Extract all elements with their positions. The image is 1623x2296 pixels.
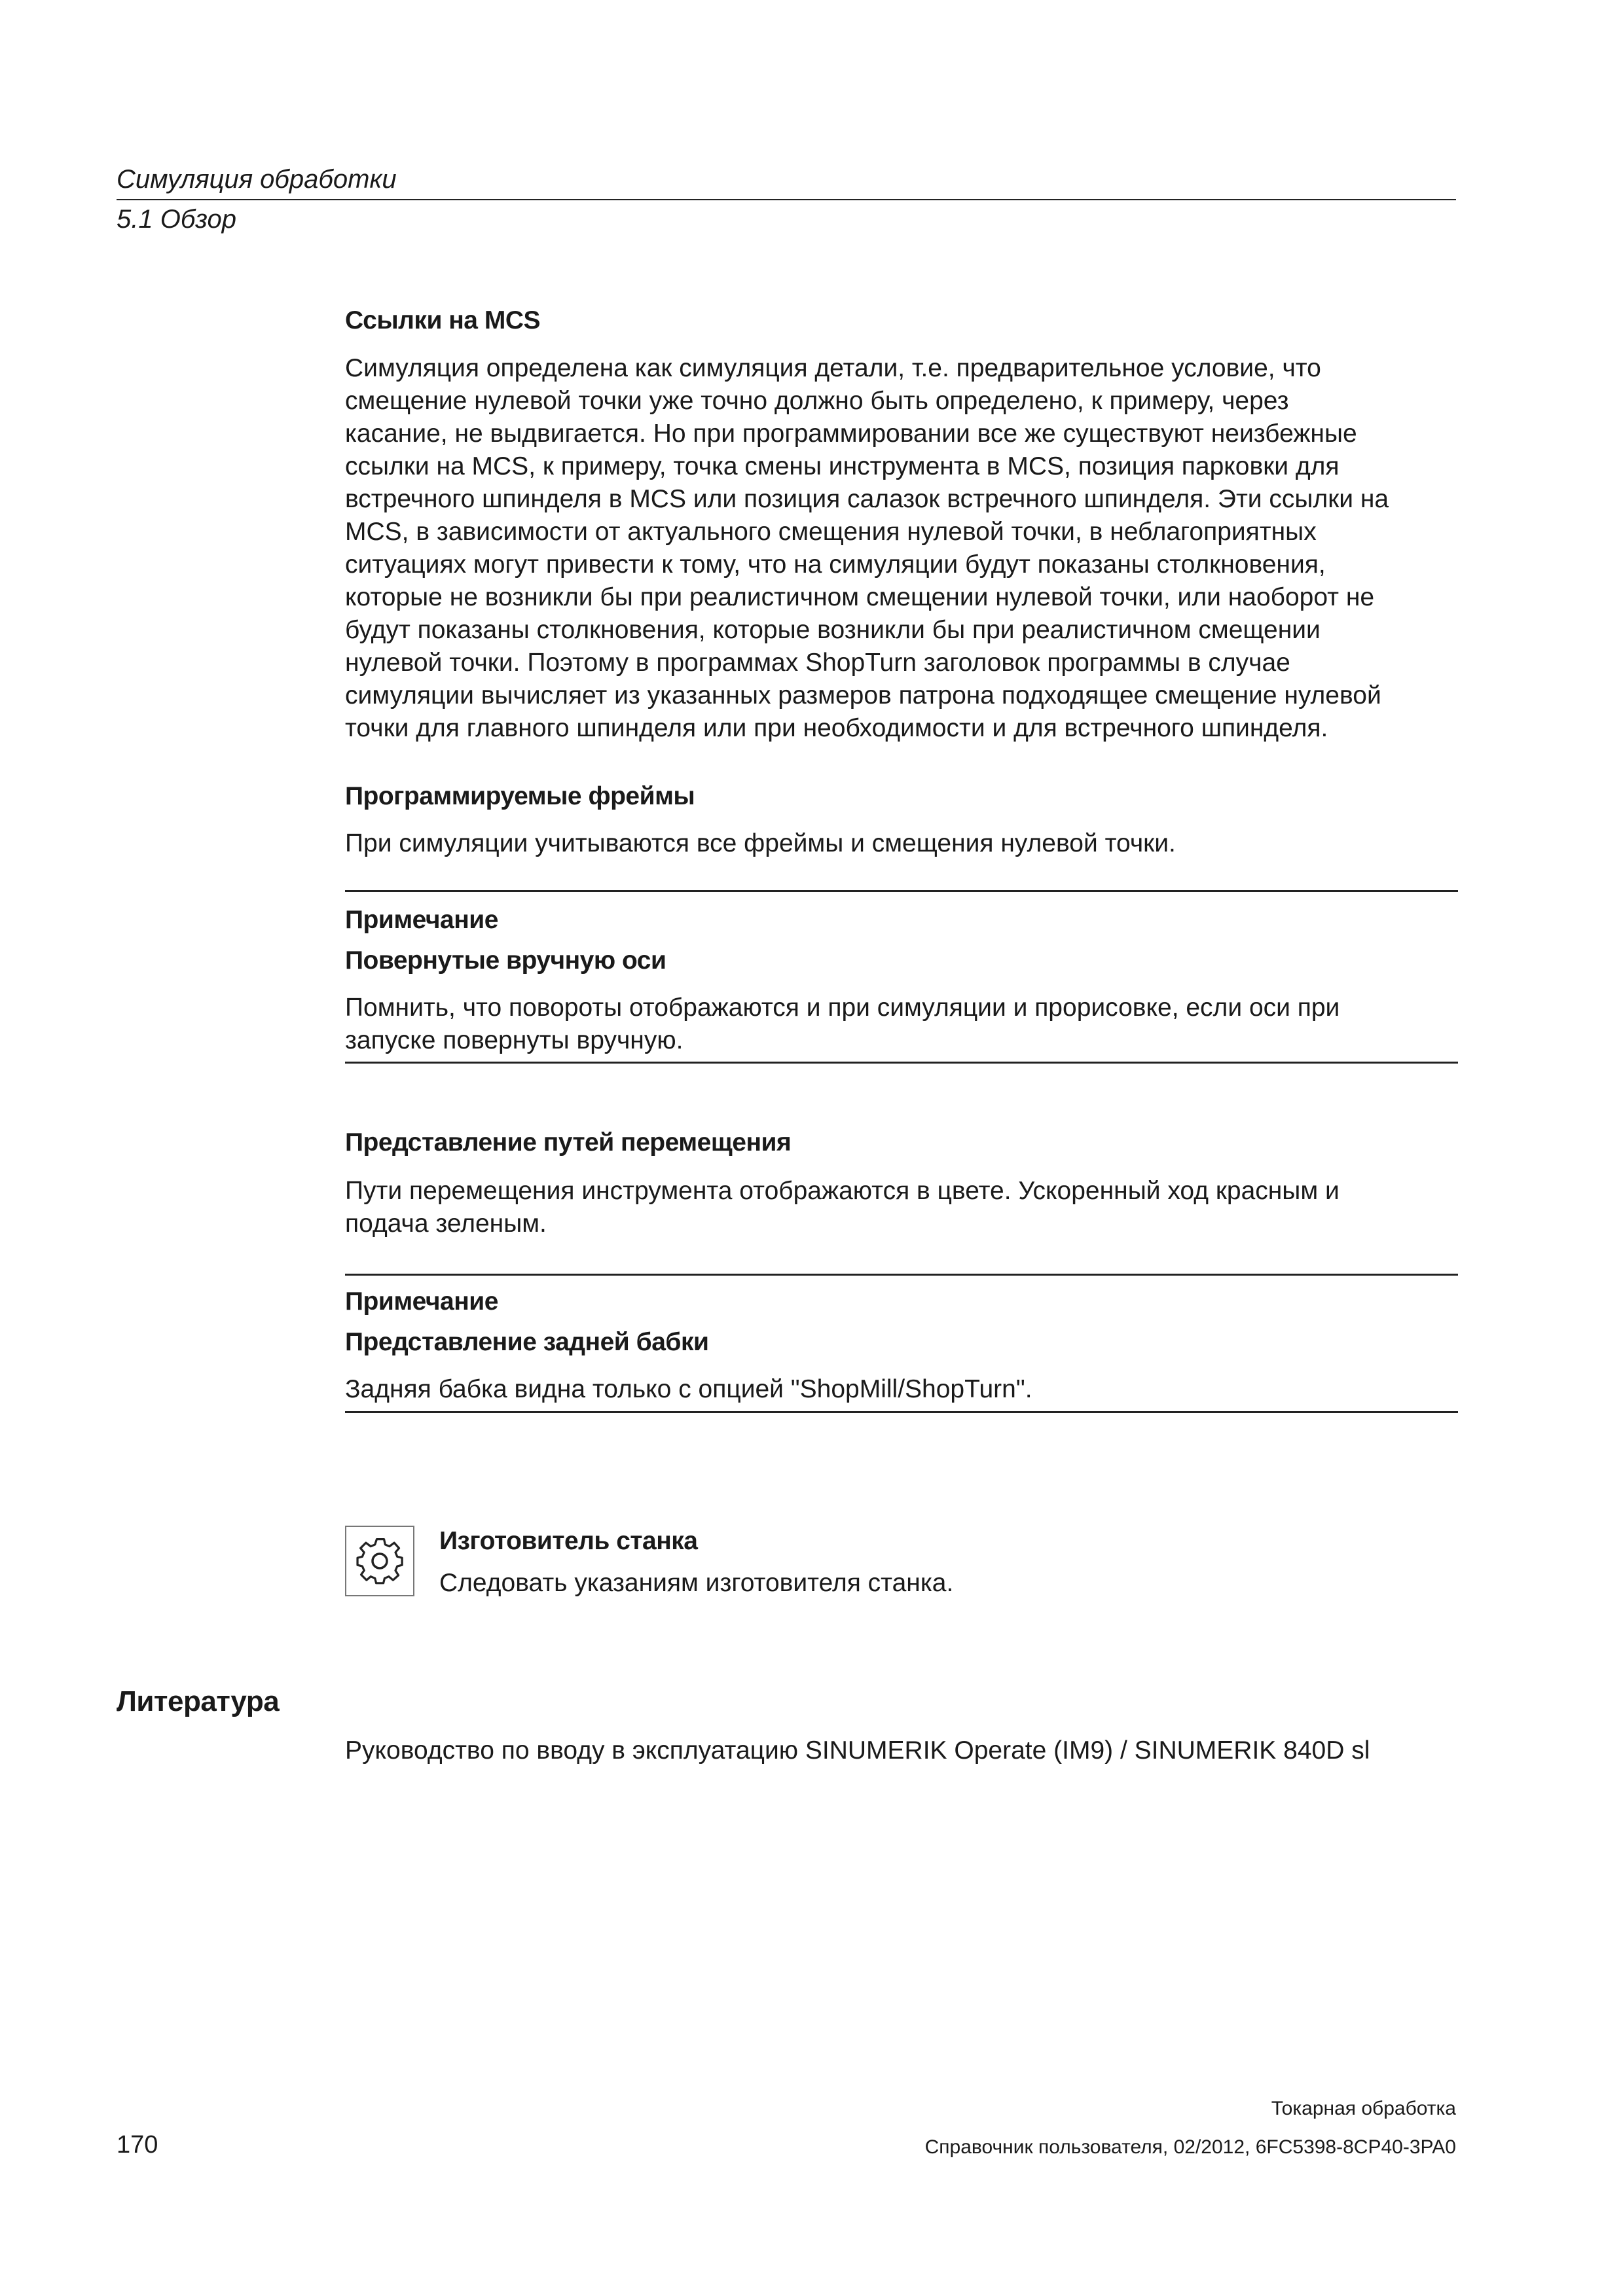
note1-bottom-rule	[345, 1062, 1458, 1064]
note1-top-rule	[345, 890, 1458, 892]
footer-doc-info: Справочник пользователя, 02/2012, 6FC5398-8CP40-3PA0	[924, 2136, 1456, 2158]
literature-text: Руководство по вводу в эксплуатацию SINUMERIK Operate (IM9) / SINUMERIK 840D sl	[345, 1736, 1370, 1765]
paths-line: Пути перемещения инструмента отображаются в цвете. Ускоренный ход красным и	[345, 1177, 1340, 1205]
literature-heading: Литература	[117, 1685, 280, 1717]
mcs-line: смещение нулевой точки уже точно должно быть определено, к примеру, через	[345, 387, 1289, 415]
manufacturer-text: Следовать указаниям изготовителя станка.	[439, 1569, 954, 1597]
mcs-line: нулевой точки. Поэтому в программах ShopTurn заголовок программы в случае	[345, 649, 1290, 677]
running-header-section: 5.1 Обзор	[117, 205, 236, 234]
mcs-line: Симуляция определена как симуляция детали, т.е. предварительное условие, что	[345, 354, 1321, 382]
mcs-heading: Ссылки на MCS	[345, 306, 540, 334]
note1-label: Примечание	[345, 906, 498, 934]
manufacturer-heading: Изготовитель станка	[439, 1527, 698, 1555]
mcs-line: симуляции вычисляет из указанных размеров патрона подходящее смещение нулевой	[345, 681, 1381, 709]
note2-top-rule	[345, 1274, 1458, 1276]
note2-title: Представление задней бабки	[345, 1328, 709, 1356]
mcs-line: ссылки на MCS, к примеру, точка смены инструмента в MCS, позиция парковки для	[345, 452, 1340, 480]
header-rule	[117, 199, 1456, 200]
mcs-line: ситуациях могут привести к тому, что на симуляции будут показаны столкновения,	[345, 550, 1326, 579]
note1-text	[345, 992, 1458, 1057]
note2-bottom-rule	[345, 1411, 1458, 1413]
gear-icon	[345, 1526, 414, 1596]
mcs-paragraph	[345, 352, 1458, 745]
mcs-line: встречного шпинделя в MCS или позиция салазок встречного шпинделя. Эти ссылки на	[345, 485, 1389, 513]
paths-line: подача зеленым.	[345, 1210, 547, 1238]
paths-text	[345, 1175, 1458, 1240]
mcs-line: которые не возникли бы при реалистичном смещении нулевой точки, или наоборот не	[345, 583, 1375, 611]
mcs-line: касание, не выдвигается. Но при программировании все же существуют неизбежные	[345, 420, 1357, 448]
page-number: 170	[117, 2131, 158, 2159]
note1-line: Помнить, что повороты отображаются и при симуляции и прорисовке, если оси при	[345, 994, 1340, 1022]
running-header-chapter: Симуляция обработки	[117, 165, 397, 194]
frames-text: При симуляции учитываются все фреймы и смещения нулевой точки.	[345, 829, 1176, 857]
paths-heading: Представление путей перемещения	[345, 1128, 792, 1157]
mcs-line: MCS, в зависимости от актуального смещения нулевой точки, в неблагоприятных	[345, 518, 1317, 546]
note2-text: Задняя бабка видна только с опцией "ShopMill/ShopTurn".	[345, 1375, 1032, 1403]
mcs-line: точки для главного шпинделя или при необходимости и для встречного шпинделя.	[345, 714, 1328, 742]
frames-heading: Программируемые фреймы	[345, 782, 695, 810]
note1-line: запуске повернуты вручную.	[345, 1026, 684, 1054]
note2-label: Примечание	[345, 1287, 498, 1316]
mcs-line: будут показаны столкновения, которые возникли бы при реалистичном смещении	[345, 616, 1321, 644]
footer-title: Токарная обработка	[1271, 2098, 1456, 2119]
note1-title: Повернутые вручную оси	[345, 946, 666, 975]
